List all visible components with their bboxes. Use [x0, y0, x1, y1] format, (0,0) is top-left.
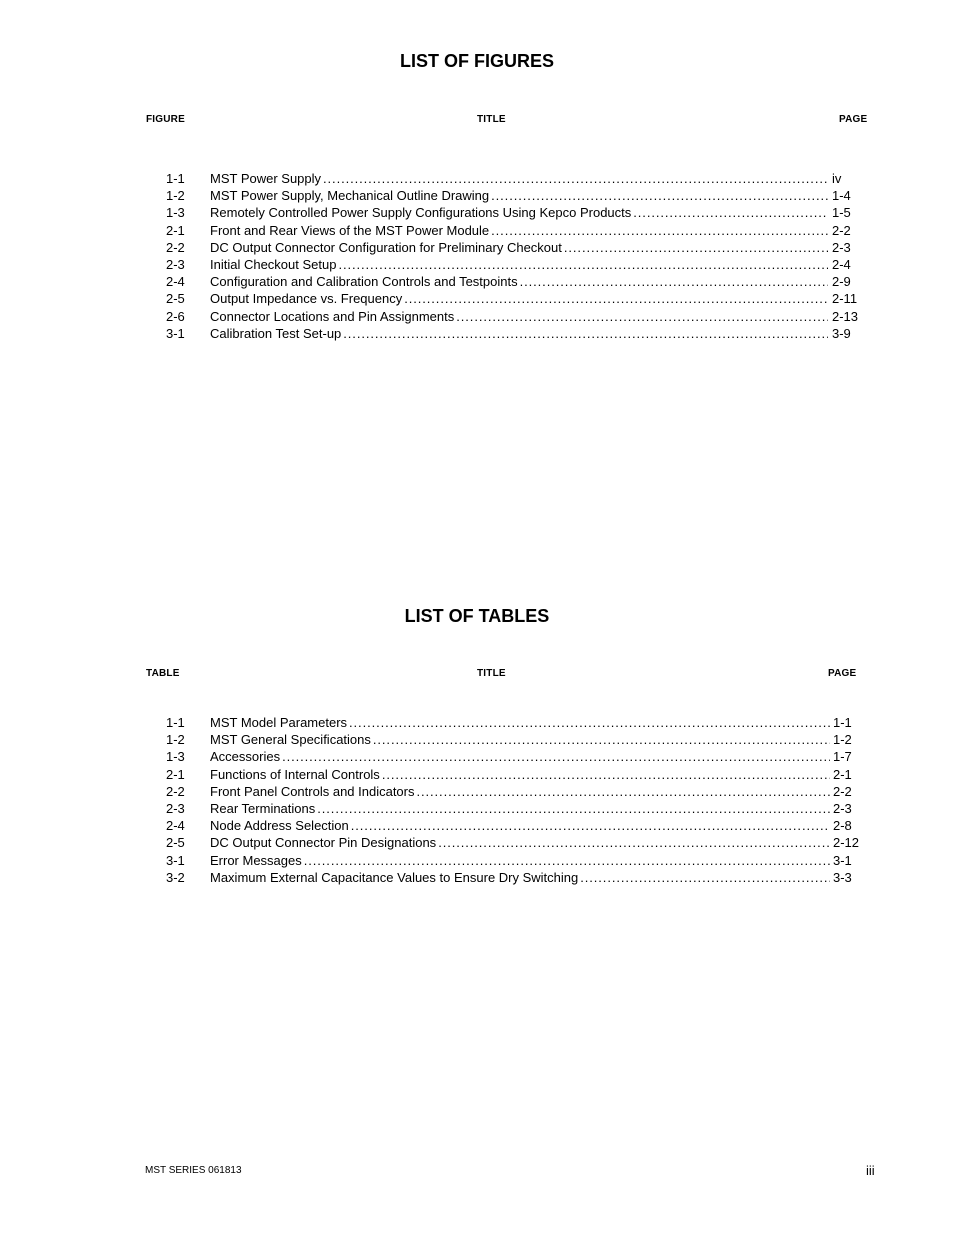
dot-leader	[349, 714, 830, 731]
table-title: Functions of Internal Controls	[210, 766, 380, 782]
figure-page: 2-3	[832, 239, 851, 255]
figure-page: 2-9	[832, 274, 851, 290]
figure-title-leader	[210, 256, 828, 273]
dot-leader	[338, 256, 828, 273]
table-column-header: TABLE	[146, 668, 180, 679]
table-title: Front Panel Controls and Indicators	[210, 783, 415, 799]
table-number: 3-2	[166, 869, 185, 885]
figure-number: 2-4	[166, 274, 185, 290]
table-title-leader	[210, 800, 830, 817]
table-number: 2-1	[166, 766, 185, 782]
table-title-leader	[210, 748, 830, 765]
figure-entry[interactable]	[0, 290, 954, 307]
table-title: Error Messages	[210, 852, 302, 868]
dot-leader	[491, 222, 828, 239]
table-page: 1-7	[833, 749, 852, 765]
figure-page: 2-13	[832, 308, 859, 324]
table-entry[interactable]	[0, 766, 954, 783]
figure-number: 2-1	[166, 222, 185, 238]
figure-entry[interactable]	[0, 239, 954, 256]
figure-title-leader	[210, 290, 828, 307]
table-page: 3-3	[833, 869, 852, 885]
dot-leader	[491, 187, 828, 204]
table-number: 1-2	[166, 732, 185, 748]
dot-leader	[351, 817, 830, 834]
figures-list	[0, 170, 954, 342]
figure-page-column-header: PAGE	[839, 114, 868, 125]
table-entry[interactable]	[0, 869, 954, 886]
figure-title: MST Power Supply, Mechanical Outline Drawing	[210, 188, 490, 204]
figure-title: Front and Rear Views of the MST Power Module	[210, 222, 490, 238]
table-entry[interactable]	[0, 852, 954, 869]
figure-number: 2-3	[166, 256, 185, 272]
figure-title: Calibration Test Set-up	[210, 325, 342, 341]
figure-title: Output Impedance vs. Frequency	[210, 291, 403, 307]
dot-leader	[564, 239, 828, 256]
table-number: 1-1	[166, 715, 185, 730]
table-title: Maximum External Capacitance Values to Ensure Dry Switching	[210, 869, 579, 885]
table-entry[interactable]	[0, 800, 954, 817]
footer-document-id: MST SERIES 061813	[145, 1165, 242, 1176]
figure-title-leader	[210, 170, 828, 187]
figure-entry[interactable]	[0, 325, 954, 342]
figure-page: 1-5	[832, 205, 851, 221]
figure-entry[interactable]	[0, 256, 954, 273]
list-of-tables-heading: LIST OF TABLES	[404, 606, 550, 626]
figure-page: 3-9	[832, 325, 851, 341]
figure-title: DC Output Connector Configuration for Preliminary Checkout	[210, 239, 562, 255]
table-title-leader	[210, 817, 830, 834]
table-title: MST General Specifications	[210, 732, 371, 748]
table-page-column-header: PAGE	[828, 668, 857, 679]
dot-leader	[373, 731, 830, 748]
dot-leader	[417, 783, 831, 800]
figure-title-leader	[210, 204, 828, 221]
dot-leader	[343, 325, 828, 342]
figure-page: iv	[832, 171, 842, 186]
table-title: MST Model Parameters	[210, 715, 348, 730]
tables-list	[0, 714, 954, 886]
table-entry[interactable]	[0, 817, 954, 834]
figure-entry[interactable]	[0, 308, 954, 325]
table-entry[interactable]	[0, 714, 954, 731]
table-entry[interactable]	[0, 748, 954, 765]
table-entry[interactable]	[0, 834, 954, 851]
figure-entry[interactable]	[0, 222, 954, 239]
figure-title-leader	[210, 273, 828, 290]
table-page: 2-3	[833, 800, 852, 816]
figure-number: 3-1	[166, 325, 185, 341]
figure-entry[interactable]	[0, 170, 954, 187]
figure-entry[interactable]	[0, 187, 954, 204]
figure-title-leader	[210, 325, 828, 342]
table-title: Accessories	[210, 749, 281, 765]
list-of-figures-heading: LIST OF FIGURES	[399, 51, 554, 71]
footer-page-number: iii	[866, 1163, 875, 1178]
figure-title: Remotely Controlled Power Supply Configurations Using Kepco Products	[210, 205, 632, 221]
dot-leader	[382, 766, 830, 783]
dot-leader	[304, 852, 830, 869]
figure-column-header: FIGURE	[146, 114, 185, 125]
figure-title-column-header: TITLE	[477, 114, 506, 125]
table-page: 2-8	[833, 818, 852, 834]
dot-leader	[323, 170, 828, 187]
figure-page: 2-2	[832, 222, 851, 238]
table-entry[interactable]	[0, 731, 954, 748]
table-number: 2-5	[166, 835, 185, 851]
figure-title-leader	[210, 222, 828, 239]
table-title-leader	[210, 834, 830, 851]
figure-number: 2-2	[166, 239, 185, 255]
table-number: 3-1	[166, 852, 185, 868]
figure-title-leader	[210, 187, 828, 204]
table-title-leader	[210, 852, 830, 869]
figure-title-leader	[210, 308, 828, 325]
table-number: 2-4	[166, 818, 185, 834]
figure-title: Configuration and Calibration Controls and Testpoints	[210, 274, 518, 290]
dot-leader	[404, 290, 828, 307]
figure-number: 2-5	[166, 291, 185, 307]
dot-leader	[520, 273, 828, 290]
figure-number: 1-2	[166, 188, 185, 204]
table-title-leader	[210, 783, 830, 800]
table-page: 2-1	[833, 766, 852, 782]
dot-leader	[282, 748, 830, 765]
table-page: 2-2	[833, 783, 852, 799]
figure-title: Initial Checkout Setup	[210, 256, 337, 272]
table-title-column-header: TITLE	[477, 668, 506, 679]
table-number: 2-2	[166, 783, 185, 799]
figure-entry[interactable]	[0, 204, 954, 221]
figure-page: 2-4	[832, 256, 851, 272]
figure-title-leader	[210, 239, 828, 256]
table-page: 2-12	[833, 835, 860, 851]
table-title: DC Output Connector Pin Designations	[210, 835, 437, 851]
figure-page: 1-4	[832, 188, 851, 204]
table-number: 1-3	[166, 749, 185, 765]
table-page: 3-1	[833, 852, 852, 868]
figure-title: Connector Locations and Pin Assignments	[210, 308, 455, 324]
dot-leader	[456, 308, 828, 325]
table-title: Node Address Selection	[210, 818, 349, 834]
table-title-leader	[210, 731, 830, 748]
figure-page: 2-11	[832, 291, 858, 307]
figure-number: 2-6	[166, 308, 185, 324]
table-entry[interactable]	[0, 783, 954, 800]
dot-leader	[633, 204, 828, 221]
table-page: 1-1	[833, 715, 852, 730]
dot-leader	[317, 800, 830, 817]
dot-leader	[438, 834, 830, 851]
table-title-leader	[210, 714, 830, 731]
figure-number: 1-3	[166, 205, 185, 221]
table-title-leader	[210, 766, 830, 783]
dot-leader	[580, 869, 830, 886]
table-page: 1-2	[833, 732, 852, 748]
table-title: Rear Terminations	[210, 800, 316, 816]
figure-title: MST Power Supply	[210, 171, 322, 186]
figure-number: 1-1	[166, 171, 185, 186]
table-title-leader	[210, 869, 830, 886]
table-number: 2-3	[166, 800, 185, 816]
figure-entry[interactable]	[0, 273, 954, 290]
